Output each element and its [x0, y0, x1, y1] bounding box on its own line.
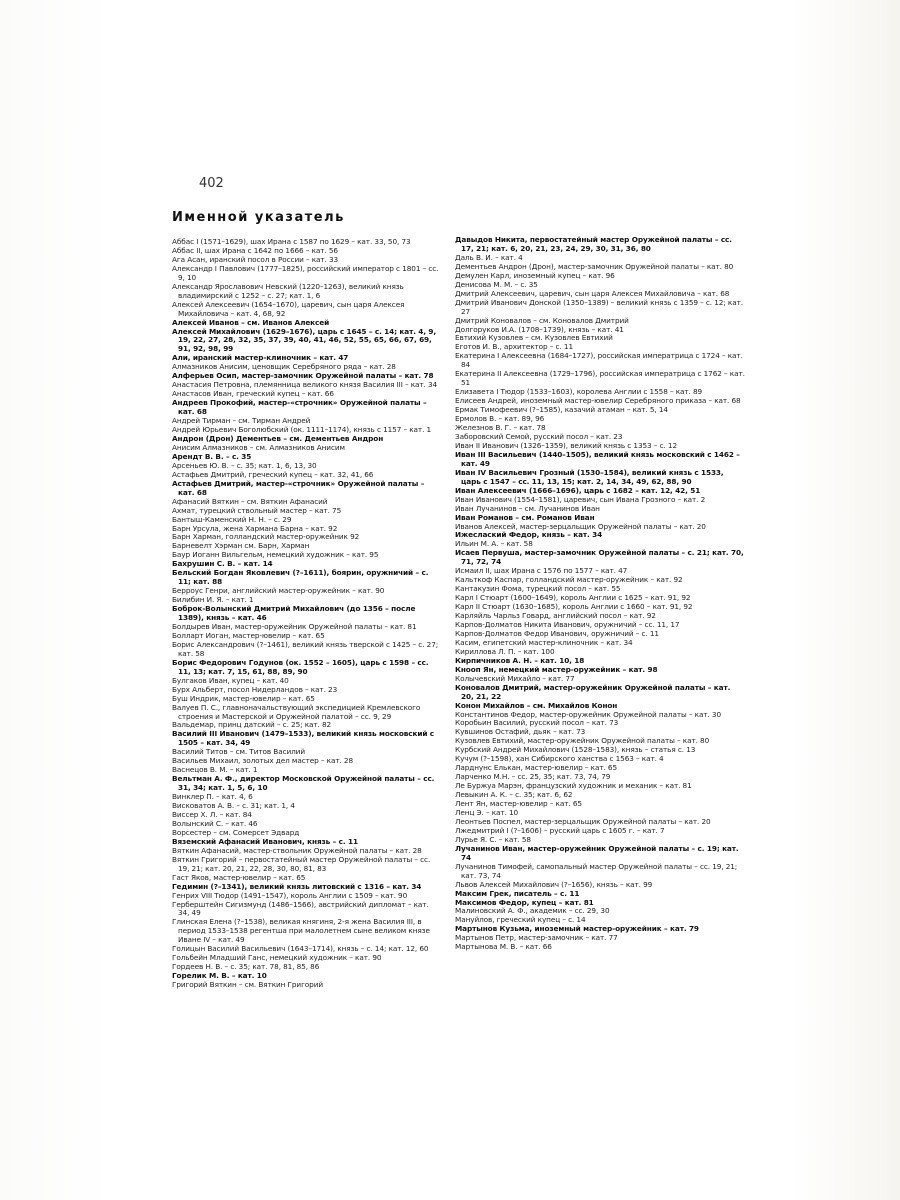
index-column-right [455, 236, 745, 952]
index-entry: Аббас I (1571–1629), шах Ирана с 1587 по 1629 – кат. 33, 50, 73 [172, 237, 411, 246]
page-number: 402 [199, 176, 224, 191]
index-entry: Гаст Яков, мастер-ювелир – кат. 65 [172, 872, 306, 882]
index-entry: Барн Харман, голландский мастер-оружейник 92 [172, 532, 360, 542]
index-entry: Борис Федорович Годунов (ок. 1552 – 1605), царь с 1598 – сс. 11, 13; кат. 7, 15, 61, 88, 89, 90 [172, 657, 429, 676]
index-entry: Бахрушин С. В. – кат. 14 [172, 559, 273, 569]
index-entry: Максимов Федор, купец – кат. 81 [455, 897, 594, 907]
page-title: Именной указатель [172, 210, 345, 225]
index-entry: Бурх Альберт, посол Нидерландов – кат. 23 [172, 684, 338, 694]
index-entry: Волынский С. – кат. 46 [172, 818, 258, 828]
index-entry: Мартынов Петр, мастер-замочник – кат. 77 [455, 933, 618, 943]
index-entry: Конон Михайлов – см. Михайлов Конон [455, 700, 618, 710]
index-entry: Ахмат, турецкий ствольный мастер – кат. 75 [172, 505, 342, 515]
index-entry: Бельский Богдан Яковлевич (?–1611), боярин, оружничий – с. 11; кат. 88 [172, 568, 429, 587]
index-entry: Александр I Павлович (1777–1825), российский император с 1801 – сс. 9, 10 [172, 263, 439, 282]
index-entry: Ларднунс Елькан, мастер-ювелир – кат. 65 [455, 763, 617, 773]
index-entry: Анастасия Петровна, племянница великого князя Василия III – кат. 34 [172, 380, 438, 390]
index-entry: Иван II Иванович (1326–1359), великий князь с 1353 – с. 12 [455, 440, 678, 450]
index-entry: Курбский Андрей Михайлович (1528–1583), князь – статья с. 13 [455, 745, 696, 755]
index-entry: Мартынов Кузьма, иноземный мастер-оружейник – кат. 79 [455, 924, 699, 934]
index-entry: Ага Асан, иранский посол в России – кат. 33 [172, 254, 339, 264]
index-entry: Баур Иоганн Вильгельм, немецкий художник – кат. 95 [172, 550, 379, 560]
index-entry: Львов Алексей Михайлович (?–1656), князь – кат. 99 [455, 879, 653, 889]
index-entry: Буш Индрик, мастер-ювелир – кат. 65 [172, 693, 315, 703]
index-entry: Леонтьев Поспел, мастер-зерцальщик Оружейной палаты – кат. 20 [455, 816, 711, 826]
index-entry: Васнецов В. М. – кат. 1 [172, 765, 258, 775]
index-entry: Исмаил II, шах Ирана с 1576 по 1577 – кат. 47 [455, 566, 628, 576]
index-entry: Иван III Васильевич (1440–1505), великий князь московский с 1462 – кат. 49 [455, 449, 740, 468]
index-entry: Вальдемар, принц датский – с. 25; кат. 82 [172, 720, 332, 730]
index-entry: Алмазников Анисим, ценовщик Серебряного ряда – кат. 28 [172, 362, 396, 372]
index-entry: Вяткин Григорий – первостатейный мастер Оружейной палаты – сс. 19, 21; кат. 20, 21, 22, 28, 30, 80, 81, 83 [172, 854, 431, 873]
index-entry: Алферьев Осип, мастер-замочник Оружейной палаты – кат. 78 [172, 371, 434, 381]
index-entry: Давыдов Никита, первостатейный мастер Оружейной палаты – сс. 17, 21; кат. 6, 20, 21, 23, 24, 29, 30, 31, 36, 80 [455, 235, 732, 253]
index-entry: Ижеслаский Федор, князь – кат. 34 [455, 530, 603, 540]
index-entry: Висковатов А. В. – с. 31; кат. 1, 4 [172, 801, 295, 811]
index-entry: Иван Романов – см. Романов Иван [455, 512, 595, 522]
index-entry: Лент Ян, мастер-ювелир – кат. 65 [455, 799, 582, 809]
index-entry: Астафьев Дмитрий, греческий купец – кат. 32, 41, 66 [172, 469, 374, 479]
index-entry: Мартынова М. В. – кат. 66 [455, 942, 552, 952]
index-entry: Вяткин Афанасий, мастер-ствольник Оружейной палаты – кат. 28 [172, 845, 422, 855]
index-entry: Вяземский Афанасий Иванович, князь – с. 11 [172, 836, 358, 846]
index-entry: Карл I Стюарт (1600–1649), король Англии с 1625 – кат. 91, 92 [455, 593, 691, 603]
index-entry: Колычевский Михайло – кат. 77 [455, 673, 575, 683]
index-entry: Ленц Э. – кат. 10 [455, 808, 519, 817]
index-entry: Гольбейн Младший Ганс, немецкий художник – кат. 90 [172, 953, 382, 963]
index-entry: Елизавета I Тюдор (1533–1603), королева Англии с 1558 – кат. 89 [455, 387, 703, 397]
index-entry: Алексей Иванов – см. Иванов Алексей [172, 317, 330, 327]
index-entry: Гордеев Н. В. – с. 35; кат. 78, 81, 85, 86 [172, 962, 320, 972]
index-entry: Кирпичников А. Н. – кат. 10, 18 [455, 655, 585, 665]
index-entry: Кальткоф Каспар, голландский мастер-оружейник – кат. 92 [455, 575, 683, 585]
index-entry: Дмитрий Алексеевич, царевич, сын царя Алексея Михайловича – кат. 68 [455, 288, 730, 298]
index-entry: Екатерина II Алексеевна (1729–1796), российская императрица с 1762 – кат. 51 [455, 369, 745, 388]
index-column-left [172, 238, 440, 990]
index-entry: Долгоруков И.А. (1708–1739), князь – кат. 41 [455, 324, 624, 334]
index-entry: Берроус Генри, английский мастер-оружейник – кат. 90 [172, 586, 385, 596]
index-entry: Коновалов Дмитрий, мастер-оружейник Оружейной палаты – кат. 20, 21, 22 [455, 682, 731, 701]
index-entry: Мануйлов, греческий купец – с. 14 [455, 915, 586, 925]
index-entry: Вельтман А. Ф., директор Московской Оружейной палаты – сс. 31, 34; кат. 1, 5, 6, 10 [172, 774, 435, 793]
index-entry: Железнов В. Г. – кат. 78 [455, 423, 546, 433]
index-entry: Иван IV Васильевич Грозный (1530–1584), великий князь с 1533, царь с 1547 – сс. 11, 13, 15; кат. 2, 14, 34, 49, 62, 88, 90 [455, 467, 724, 486]
index-entry: Билибин И. Я. – кат. 1 [172, 595, 254, 605]
index-entry: Григорий Вяткин – см. Вяткин Григорий [172, 980, 323, 990]
index-entry: Карл II Стюарт (1630–1685), король Англии с 1660 – кат. 91, 92 [455, 602, 693, 612]
index-entry: Заборовский Семой, русский посол – кат. 23 [455, 431, 623, 441]
index-entry: Иван Лучанинов – см. Лучанинов Иван [455, 503, 600, 513]
index-entry: Даль В. И. – кат. 4 [455, 252, 523, 262]
index-entry: Карпов-Долматов Федор Иванович, оружничий – с. 11 [455, 628, 659, 638]
index-entry: Алексей Михайлович (1629–1676), царь с 1645 – с. 14; кат. 4, 9, 19, 22, 27, 28, 32, 35, 37, 39, 40, 41, 46, 52, 55, 65, 66, 67, 69, 91, 92, 98, 99 [172, 326, 437, 354]
index-entry: Василий III Иванович (1479–1533), великий князь московский с 1505 – кат. 34, 49 [172, 729, 435, 748]
index-entry: Булгаков Иван, купец – кат. 40 [172, 675, 289, 685]
index-entry: Ермолов В. – кат. 89, 96 [455, 414, 545, 424]
index-entry: Ильин М. А. – кат. 58 [455, 539, 533, 549]
index-entry: Коробьин Василий, русский посол – кат. 73 [455, 718, 619, 728]
index-entry: Андрей Тирман – см. Тирман Андрей [172, 416, 311, 426]
index-entry: Елисеев Андрей, иноземный мастер-ювелир Серебряного приказа – кат. 68 [455, 396, 741, 406]
index-entry: Ларченко М.Н. – сс. 25, 35; кат. 73, 74, 79 [455, 772, 611, 782]
index-entry: Болларт Иоган, мастер-ювелир – кат. 65 [172, 630, 325, 640]
index-entry: Арсеньев Ю. В. – с. 35; кат. 1, 6, 13, 30 [172, 460, 317, 470]
index-entry: Дмитрий Иванович Донской (1350–1389) – великий князь с 1359 – с. 12; кат. 27 [455, 297, 743, 316]
index-entry: Кнооп Ян, немецкий мастер-оружейник – кат. 98 [455, 664, 658, 674]
index-entry: Василий Титов – см. Титов Василий [172, 747, 305, 757]
index-entry: Дмитрий Коновалов – см. Коновалов Дмитрий [455, 315, 629, 325]
index-entry: Денисова М. М. – с. 35 [455, 279, 538, 289]
index-entry: Валуев П. С., главноначальствующий экспедицией Кремлевского строения и Мастерской и Оружейной палатой – сс. 9, 29 [172, 702, 421, 721]
index-entry: Кузовлев Евтихий, мастер-оружейник Оружейной палаты – кат. 80 [455, 736, 710, 746]
index-entry: Лурье Я. С. – кат. 58 [455, 834, 531, 844]
index-entry: Кириллова Л. П. – кат. 100 [455, 646, 555, 656]
index-entry: Барн Урсула, жена Хармана Барна – кат. 92 [172, 523, 338, 533]
index-entry: Васильев Михаил, золотых дел мастер – кат. 28 [172, 756, 354, 766]
index-entry: Карляйль Чарльз Говард, английский посол – кат. 92 [455, 611, 656, 621]
index-entry: Анисим Алмазников – см. Алмазников Анисим [172, 442, 345, 452]
index-entry: Лжедмитрий I (?–1606) – русский царь с 1605 г. – кат. 7 [455, 825, 665, 835]
index-entry: Демулен Карл, иноземный купец – кат. 96 [455, 270, 615, 280]
index-entry: Гедимин (?–1341), великий князь литовский с 1316 – кат. 34 [172, 881, 422, 891]
index-entry: Астафьев Дмитрий, мастер-«строчник» Оружейной палаты – кат. 68 [172, 478, 425, 497]
index-entry: Кучум (?–1598), хан Сибирского ханства с 1563 – кат. 4 [455, 754, 664, 764]
index-entry: Константинов Федор, мастер-оружейник Оружейной палаты – кат. 30 [455, 709, 721, 719]
index-entry: Герберштейн Сигизмунд (1486–1566), австрийский дипломат – кат. 34, 49 [172, 899, 429, 918]
index-entry: Афанасий Вяткин – см. Вяткин Афанасий [172, 496, 328, 506]
index-entry: Касим, египетский мастер-клиночник – кат. 34 [455, 637, 633, 647]
index-entry: Голицын Василий Васильевич (1643–1714), князь – с. 14; кат. 12, 60 [172, 944, 429, 954]
index-entry: Анастасов Иван, греческий купец – кат. 66 [172, 389, 334, 399]
index-entry: Исаев Первуша, мастер-замочник Оружейной палаты – с. 21; кат. 70, 71, 72, 74 [455, 548, 744, 567]
index-entry: Ермак Тимофеевич (?–1585), казачий атаман – кат. 5, 14 [455, 405, 668, 415]
index-entry: Ворсестер – см. Сомерсет Эдвард [172, 827, 300, 837]
index-entry: Левыкин А. К. – с. 35; кат. 6, 62 [455, 790, 573, 800]
index-entry: Иван Иванович (1554–1581), царевич, сын Ивана Грозного – кат. 2 [455, 494, 706, 504]
index-entry: Лучанинов Тимофей, самопальный мастер Оружейной палаты – сс. 19, 21; кат. 73, 74 [455, 861, 738, 880]
index-entry: Андреев Прокофий, мастер-«строчник» Оружейной палаты – кат. 68 [172, 398, 427, 417]
index-entry: Арендт В. В. – с. 35 [172, 451, 252, 461]
index-entry: Генрих VIII Тюдор (1491–1547), король Англии с 1509 – кат. 90 [172, 890, 408, 900]
index-entry: Виссер Х. Л. – кат. 84 [172, 810, 252, 819]
index-entry: Бантыш-Каменский Н. Н. – с. 29 [172, 514, 292, 524]
index-entry: Лучанинов Иван, мастер-оружейник Оружейной палаты – с. 19; кат. 74 [455, 843, 739, 862]
index-entry: Борис Александрович (?–1461), великий князь тверской с 1425 – с. 27; кат. 58 [172, 639, 439, 658]
index-entry: Винклер П. – кат. 4, 6 [172, 792, 253, 802]
index-entry: Глинская Елена (?–1538), великая княгиня, 2-я жена Василия III, в период 1533–1538 регентша при малолетнем сыне великом князе Иване IV – кат. 49 [172, 917, 430, 945]
index-entry: Евтихий Кузовлев – см. Кузовлев Евтихий [455, 333, 613, 343]
index-entry: Дементьев Андрон (Дрон), мастер-замочник Оружейной палаты – кат. 80 [455, 261, 734, 271]
index-entry: Карпов-Долматов Никита Иванович, оружничий – сс. 11, 17 [455, 619, 680, 629]
index-entry: Андрон (Дрон) Дементьев – см. Дементьев Андрон [172, 433, 384, 443]
index-entry: Екатерина I Алексеевна (1684–1727), российская императрица с 1724 – кат. 84 [455, 351, 743, 370]
index-entry: Андрей Юрьевич Боголюбский (ок. 1111–1174), князь с 1157 – кат. 1 [172, 425, 432, 435]
index-entry: Еготов И. В., архитектор – с. 11 [455, 342, 573, 352]
index-entry: Максим Грек, писатель – с. 11 [455, 888, 580, 898]
index-entry: Кантакузин Фома, турецкий посол – кат. 55 [455, 584, 621, 594]
index-entry: Ле Буржуа Марэн, французский художник и механик – кат. 81 [455, 781, 692, 791]
index-entry: Боброк-Волынский Дмитрий Михайлович (до 1356 – после 1389), князь – кат. 46 [172, 604, 416, 623]
index-entry: Малиновский А. Ф., академик – сс. 29, 30 [455, 906, 610, 916]
index-entry: Болдырев Иван, мастер-оружейник Оружейной палаты – кат. 81 [172, 621, 417, 631]
index-entry: Алексей Алексеевич (1654–1670), царевич, сын царя Алексея Михайловича – кат. 4, 68, 92 [172, 299, 405, 318]
index-entry: Иванов Алексей, мастер-зерцальщик Оружейной палаты – кат. 20 [455, 521, 706, 531]
index-entry: Иван Алексеевич (1666–1696), царь с 1682 – кат. 12, 42, 51 [455, 485, 701, 495]
index-entry: Александр Ярославович Невский (1220–1263), великий князь владимирский с 1252 – с. 27; кат. 1, 6 [172, 281, 404, 300]
index-entry: Барневелт Хэрман см. Барн, Харман [172, 541, 310, 551]
index-entry: Али, иранский мастер-клиночник – кат. 47 [172, 353, 349, 363]
index-entry: Аббас II, шах Ирана с 1642 по 1666 – кат. 56 [172, 245, 338, 255]
index-entry: Горелик М. В. – кат. 10 [172, 971, 267, 981]
index-entry: Кувшинов Остафий, дьяк – кат. 73 [455, 727, 586, 737]
